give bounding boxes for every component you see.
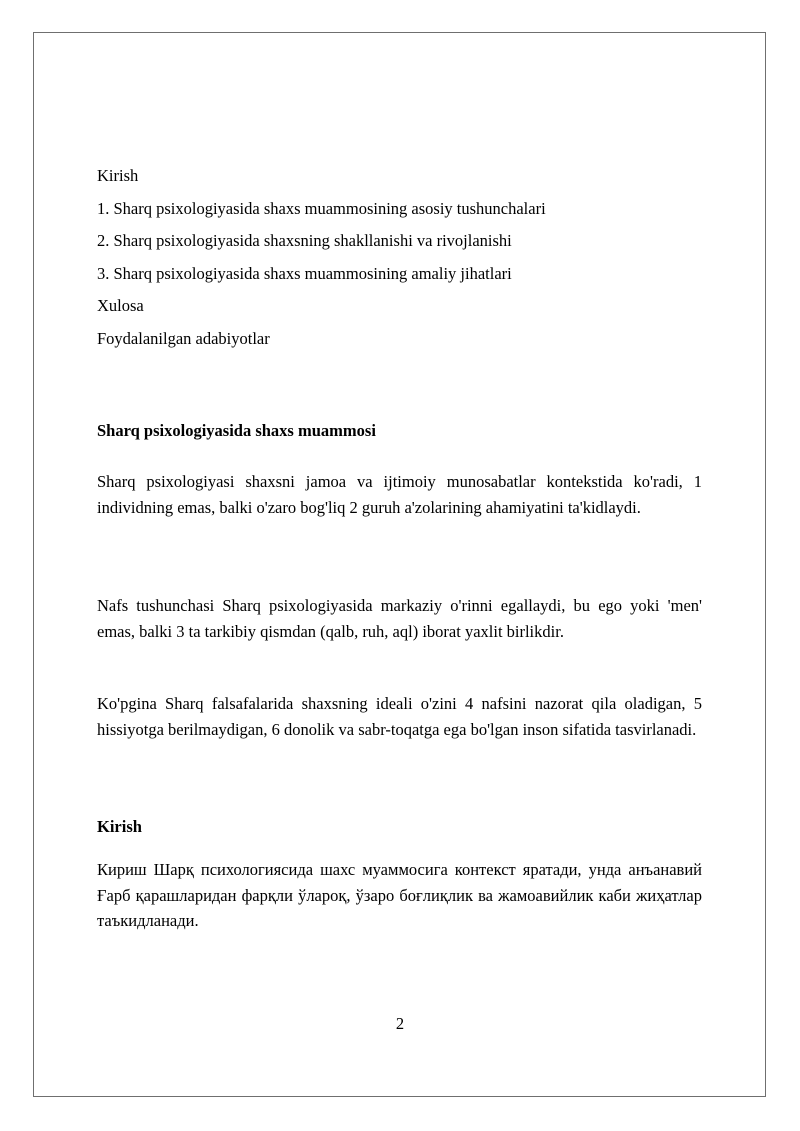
toc-item-chapter-2: 2. Sharq psixologiyasida shaxsning shakllanishi va rivojlanishi [97,231,512,250]
toc-item-chapter-1: 1. Sharq psixologiyasida shaxs muammosining asosiy tushunchalari [97,198,546,218]
table-of-contents [97,160,546,355]
paragraph-kirish-cyrillic: Кириш Шарқ психологиясида шахс муаммосига контекст яратади, унда анъанавий Ғарб қарашларидан фарқли ўлароқ, ўзаро боғлиқлик ва жамоавийлик каби жиҳатлар таъкидланади. [97,860,702,930]
toc-item-introduction: Kirish [97,166,139,185]
paragraph-3: Ko'pgina Sharq falsafalarida shaxsning ideali o'zini 4 nafsini nazorat qila oladigan, 5 hissiyotga berilmaydigan, 6 donolik va sabr-toqatga ega bo'lgan inson sifatida tasvirlanadi. [97,694,702,739]
toc-item-chapter-3: 3. Sharq psixologiyasida shaxs muammosining amaliy jihatlari [97,263,512,283]
section-heading-shaxs-muammosi: Sharq psixologiyasida shaxs muammosi [97,421,376,440]
paragraph-1: Sharq psixologiyasi shaxsni jamoa va ijtimoiy munosabatlar kontekstida ko'radi, 1 individning emas, balki o'zaro bog'liq 2 guruh a'zolarining ahamiyatini ta'kidlaydi. [97,472,702,517]
toc-item-references: Foydalanilgan adabiyotlar [97,328,270,348]
page-number: 2 [395,1014,405,1033]
section-heading-kirish: Kirish [97,817,142,836]
paragraph-2: Nafs tushunchasi Sharq psixologiyasida markaziy o'rinni egallaydi, bu ego yoki 'men' emas, balki 3 ta tarkibiy qismdan (qalb, ruh, aql) iborat yaxlit birlikdir. [97,596,702,641]
toc-item-conclusion: Xulosa [97,296,144,315]
